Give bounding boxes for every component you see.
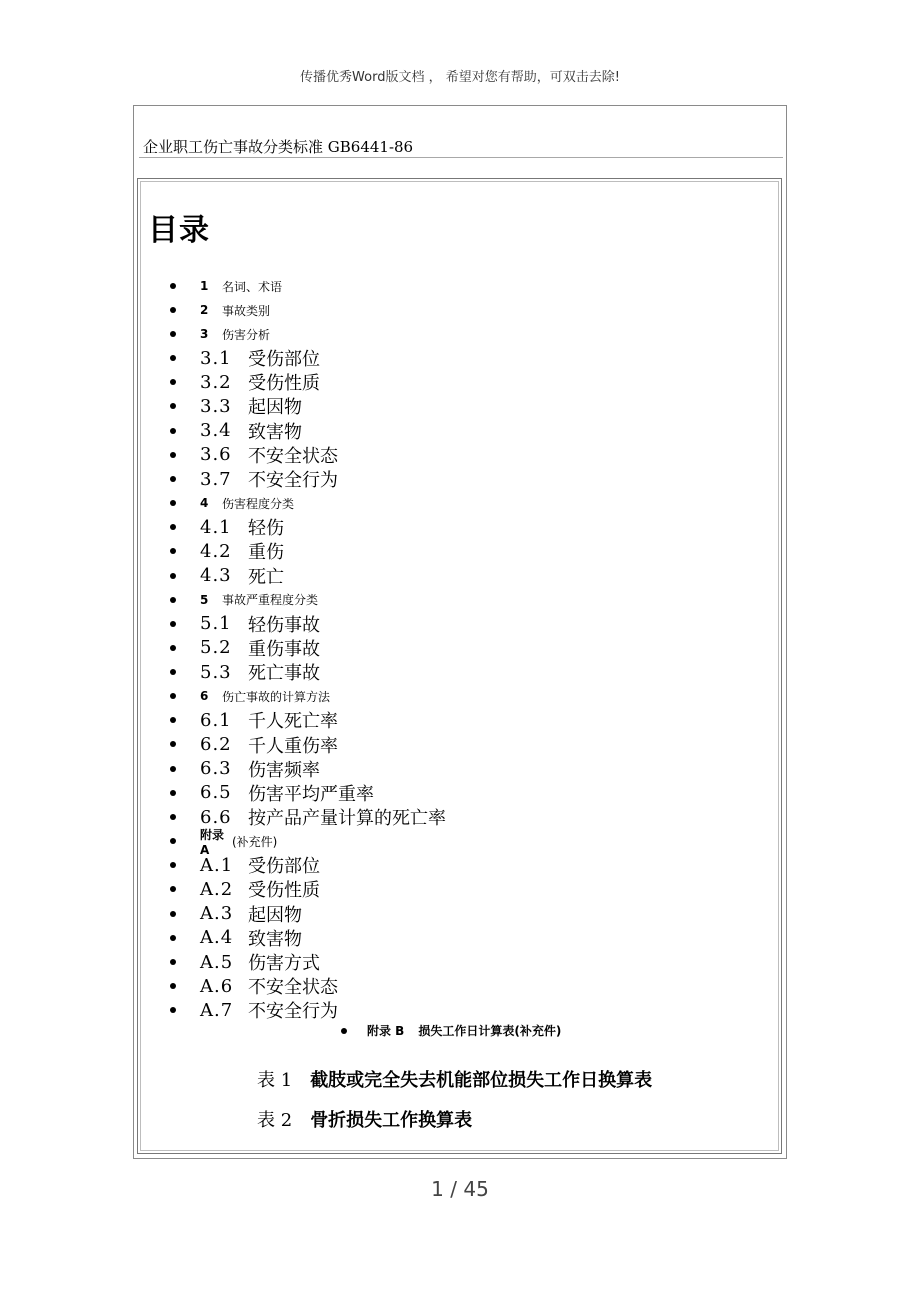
toc-item-text: 损失工作日计算表(补充件) xyxy=(418,1024,562,1038)
toc-item-number: 6.1 xyxy=(200,709,232,731)
toc-item-number: 6 xyxy=(200,689,209,704)
table-label: 表 2 xyxy=(257,1110,293,1131)
toc-list xyxy=(170,274,730,1023)
toc-item-text: 受伤性质 xyxy=(248,373,320,395)
toc-item-number: 4.1 xyxy=(200,516,232,538)
toc-item-number: 3.3 xyxy=(200,395,232,417)
bullet-icon xyxy=(170,717,176,723)
bullet-icon xyxy=(170,766,176,772)
toc-item[interactable] xyxy=(170,902,730,926)
toc-heading: 目录 xyxy=(148,213,210,248)
toc-item-number: 5 xyxy=(200,592,209,607)
table-title: 截肢或完全失去机能部位损失工作日换算表 xyxy=(310,1070,653,1091)
bullet-icon xyxy=(170,790,176,796)
bullet-icon xyxy=(170,428,176,434)
toc-item-text: 起因物 xyxy=(248,904,302,926)
bullet-icon xyxy=(170,886,176,892)
bullet-icon xyxy=(170,1007,176,1013)
bullet-icon xyxy=(170,548,176,554)
bullet-icon xyxy=(170,621,176,627)
toc-item-text: 轻伤事故 xyxy=(248,614,320,636)
toc-item[interactable] xyxy=(170,539,730,563)
page-number: 1 / 45 xyxy=(431,1177,489,1201)
toc-item[interactable] xyxy=(170,491,730,515)
toc-item[interactable] xyxy=(170,853,730,877)
toc-item-number: A.2 xyxy=(200,878,234,900)
bullet-icon xyxy=(170,500,176,506)
bullet-icon xyxy=(170,573,176,579)
bullet-icon xyxy=(170,355,176,361)
toc-item-number: 3.6 xyxy=(200,444,232,466)
toc-item[interactable] xyxy=(170,708,730,732)
toc-item-number: 附录 B xyxy=(367,1024,405,1038)
bullet-icon xyxy=(170,524,176,530)
toc-item-number: 6.3 xyxy=(200,758,232,780)
toc-item-text: 按产品产量计算的死亡率 xyxy=(248,808,446,830)
toc-item[interactable] xyxy=(170,322,730,346)
toc-item-text: 事故严重程度分类 xyxy=(222,593,319,608)
bullet-icon xyxy=(170,959,176,965)
toc-item-text: 事故类别 xyxy=(222,303,271,318)
toc-item-number: A.7 xyxy=(200,999,234,1021)
toc-item[interactable] xyxy=(170,781,730,805)
toc-item-text: 死亡事故 xyxy=(248,663,320,685)
toc-item-number: 3 xyxy=(200,327,209,341)
toc-item[interactable] xyxy=(170,950,730,974)
toc-item-number: 4 xyxy=(200,496,209,511)
toc-item[interactable] xyxy=(170,564,730,588)
bullet-icon xyxy=(341,1028,347,1034)
toc-item[interactable] xyxy=(170,805,730,829)
toc-item[interactable] xyxy=(170,684,730,708)
toc-item[interactable] xyxy=(170,515,730,539)
bullet-icon xyxy=(170,983,176,989)
toc-item[interactable] xyxy=(170,467,730,491)
toc-item-text: 死亡 xyxy=(248,566,284,588)
bullet-icon xyxy=(170,476,176,482)
toc-item-text: 伤害平均严重率 xyxy=(248,783,374,805)
toc-item[interactable] xyxy=(170,877,730,901)
toc-item-text: 重伤 xyxy=(248,542,284,564)
toc-item-number: 5.2 xyxy=(200,637,232,659)
toc-item-text: 千人重伤率 xyxy=(248,735,338,757)
bullet-icon xyxy=(170,331,176,337)
toc-item[interactable] xyxy=(170,998,730,1022)
bullet-icon xyxy=(170,911,176,917)
toc-item[interactable] xyxy=(170,346,730,370)
toc-item[interactable] xyxy=(170,732,730,756)
watermark-text: 传播优秀Word版文档 ， 希望对您有帮助，可双击去除! xyxy=(300,70,620,85)
document-title: 企业职工伤亡事故分类标准 GB6441-86 xyxy=(143,138,414,156)
toc-item-number: A.4 xyxy=(200,927,234,949)
bullet-icon xyxy=(170,741,176,747)
toc-item[interactable] xyxy=(170,612,730,636)
toc-item-text: 伤亡事故的计算方法 xyxy=(222,689,331,704)
toc-item-number: 4.3 xyxy=(200,565,232,587)
toc-item-text: 伤害方式 xyxy=(248,953,320,975)
toc-item[interactable] xyxy=(170,660,730,684)
toc-item-number: 3.1 xyxy=(200,347,232,369)
toc-item-text: 致害物 xyxy=(248,421,302,443)
toc-item-number: A.1 xyxy=(200,854,234,876)
toc-item-number: 6.2 xyxy=(200,734,232,756)
toc-item-number: A.3 xyxy=(200,903,234,925)
toc-item[interactable] xyxy=(170,274,730,298)
toc-item[interactable] xyxy=(170,370,730,394)
bullet-icon xyxy=(170,452,176,458)
bullet-icon xyxy=(170,645,176,651)
bullet-icon xyxy=(170,283,176,289)
toc-item[interactable] xyxy=(170,636,730,660)
toc-item-number: 2 xyxy=(200,303,209,317)
bullet-icon xyxy=(170,597,176,603)
bullet-icon xyxy=(170,403,176,409)
toc-item-text: 受伤性质 xyxy=(248,880,320,902)
toc-item-text: 不安全状态 xyxy=(248,445,338,467)
bullet-icon xyxy=(170,307,176,313)
toc-item[interactable] xyxy=(170,394,730,418)
title-divider xyxy=(139,157,783,158)
bullet-icon xyxy=(170,935,176,941)
toc-item-text: 受伤部位 xyxy=(248,856,320,878)
toc-item-text: (补充件) xyxy=(232,834,278,849)
toc-item[interactable] xyxy=(170,974,730,998)
toc-item-number: 6.6 xyxy=(200,806,232,828)
bullet-icon xyxy=(170,693,176,699)
toc-item-number: 3.7 xyxy=(200,468,232,490)
table-title: 骨折损失工作换算表 xyxy=(310,1110,473,1131)
toc-item-text: 不安全行为 xyxy=(248,1001,338,1023)
toc-item-number: A.6 xyxy=(200,975,234,997)
table-ref-1[interactable] xyxy=(257,1066,652,1092)
toc-item[interactable] xyxy=(170,419,730,443)
toc-item-number: 5.1 xyxy=(200,613,232,635)
toc-item-number: 附录 A xyxy=(200,827,225,857)
toc-item-number: 4.2 xyxy=(200,540,232,562)
toc-item-appendix-b[interactable] xyxy=(341,1022,561,1039)
toc-item-text: 重伤事故 xyxy=(248,638,320,660)
toc-item-text: 千人死亡率 xyxy=(248,711,338,733)
bullet-icon xyxy=(170,669,176,675)
table-ref-2[interactable] xyxy=(257,1106,472,1132)
toc-item[interactable] xyxy=(170,298,730,322)
toc-item-number: 3.2 xyxy=(200,371,232,393)
toc-item[interactable] xyxy=(170,588,730,612)
toc-item[interactable] xyxy=(170,443,730,467)
toc-item-text: 名词、术语 xyxy=(222,279,283,294)
toc-item[interactable] xyxy=(170,827,730,857)
toc-item-text: 起因物 xyxy=(248,397,302,419)
table-label: 表 1 xyxy=(257,1070,293,1091)
bullet-icon xyxy=(170,862,176,868)
toc-item-text: 伤害程度分类 xyxy=(222,496,295,511)
toc-item-text: 伤害分析 xyxy=(222,327,271,342)
toc-item[interactable] xyxy=(170,757,730,781)
toc-item-text: 不安全状态 xyxy=(248,977,338,999)
toc-item-text: 不安全行为 xyxy=(248,470,338,492)
bullet-icon xyxy=(170,814,176,820)
bullet-icon xyxy=(170,838,176,844)
toc-item[interactable] xyxy=(170,926,730,950)
toc-item-text: 伤害频率 xyxy=(248,759,320,781)
toc-item-text: 受伤部位 xyxy=(248,349,320,371)
toc-item-number: 5.3 xyxy=(200,661,232,683)
toc-item-number: 1 xyxy=(200,279,209,293)
toc-item-number: 3.4 xyxy=(200,420,232,442)
toc-item-text: 轻伤 xyxy=(248,518,284,540)
toc-item-text: 致害物 xyxy=(248,928,302,950)
toc-item-number: A.5 xyxy=(200,951,234,973)
bullet-icon xyxy=(170,379,176,385)
toc-item-number: 6.5 xyxy=(200,782,232,804)
